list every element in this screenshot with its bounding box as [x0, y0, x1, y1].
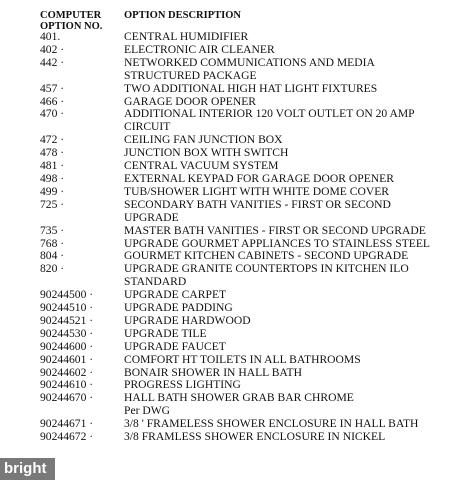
option-row	[0, 315, 450, 328]
option-row	[0, 341, 450, 354]
option-description: SECONDARY BATH VANITIES - FIRST OR SECOND UPGRADE	[124, 197, 391, 224]
option-number: 442 ·	[40, 55, 65, 69]
option-number: 768 ·	[40, 236, 65, 250]
option-number: 725 ·	[40, 197, 65, 211]
option-number: 472 ·	[40, 133, 65, 147]
option-number: 90244670 ·	[40, 391, 94, 405]
column-header-description: OPTION DESCRIPTION	[124, 10, 241, 21]
option-description: UPGRADE TILE	[124, 326, 207, 340]
option-row	[0, 328, 450, 341]
option-row	[0, 392, 450, 418]
option-description: UPGRADE GRANITE COUNTERTOPS IN KITCHEN ILO STANDARD	[124, 262, 409, 289]
option-number: 401.	[40, 30, 61, 43]
option-row	[0, 108, 450, 134]
option-row	[0, 263, 450, 289]
option-description: EXTERNAL KEYPAD FOR GARAGE DOOR OPENER	[124, 171, 394, 185]
option-number: 804 ·	[40, 249, 65, 263]
option-number: 90244672 ·	[40, 430, 94, 444]
option-number: 498 ·	[40, 171, 65, 185]
option-description: TWO ADDITIONAL HIGH HAT LIGHT FIXTURES	[124, 81, 378, 95]
option-row	[0, 186, 450, 199]
option-number: 90244521 ·	[40, 313, 94, 327]
option-description: CENTRAL HUMIDIFIER	[124, 30, 249, 43]
option-description: ADDITIONAL INTERIOR 120 VOLT OUTLET ON 20 AMP CIRCUIT	[124, 107, 415, 134]
option-description: JUNCTION BOX WITH SWITCH	[124, 146, 289, 160]
option-number: 90244610 ·	[40, 378, 94, 392]
option-number: 90244671 ·	[40, 417, 94, 431]
option-number: 90244600 ·	[40, 339, 94, 353]
option-number: 499 ·	[40, 184, 65, 198]
option-number: 90244601 ·	[40, 352, 94, 366]
option-description: UPGRADE FAUCET	[124, 339, 226, 353]
option-number: 820 ·	[40, 262, 65, 276]
option-number: 90244510 ·	[40, 301, 94, 315]
option-description: ELECTRONIC AIR CLEANER	[124, 42, 275, 56]
option-description: GOURMET KITCHEN CABINETS - SECOND UPGRADE	[124, 249, 409, 263]
option-number: 481 ·	[40, 159, 65, 173]
option-number: 466 ·	[40, 94, 65, 108]
option-row	[0, 31, 450, 44]
option-number: 478 ·	[40, 146, 65, 160]
option-description: BONAIR SHOWER IN HALL BATH	[124, 365, 302, 379]
option-description: UPGRADE HARDWOOD	[124, 313, 251, 327]
option-description: CEILING FAN JUNCTION BOX	[124, 133, 283, 147]
option-description: UPGRADE GOURMET APPLIANCES TO STAINLESS STEEL	[124, 236, 431, 250]
option-row	[0, 225, 450, 238]
option-number: 735 ·	[40, 223, 65, 237]
option-description: PROGRESS LIGHTING	[124, 378, 241, 392]
options-list	[0, 31, 450, 444]
option-description: CENTRAL VACUUM SYSTEM	[124, 159, 279, 173]
option-row	[0, 83, 450, 96]
option-row	[0, 431, 450, 444]
column-header-option-no: COMPUTER OPTION NO.	[40, 10, 103, 32]
option-description: 3/8 FRAMLESS SHOWER ENCLOSURE IN NICKEL	[124, 430, 386, 444]
option-row	[0, 354, 450, 367]
option-row	[0, 173, 450, 186]
option-description: HALL BATH SHOWER GRAB BAR CHROME Per DWG	[124, 391, 354, 418]
option-number: 457 ·	[40, 81, 65, 95]
option-row	[0, 44, 450, 57]
option-row	[0, 199, 450, 225]
option-description: 3/8 ' FRAMELESS SHOWER ENCLOSURE IN HALL BATH	[124, 417, 419, 431]
option-description: UPGRADE PADDING	[124, 301, 233, 315]
option-description: COMFORT HT TOILETS IN ALL BATHROOMS	[124, 352, 361, 366]
option-description: UPGRADE CARPET	[124, 288, 227, 302]
option-description: MASTER BATH VANITIES - FIRST OR SECOND UPGRADE	[124, 223, 426, 237]
watermark-logo: bright	[0, 458, 55, 480]
option-row	[0, 302, 450, 315]
option-number: 90244530 ·	[40, 326, 94, 340]
option-number: 90244602 ·	[40, 365, 94, 379]
option-number: 402 ·	[40, 42, 65, 56]
option-description: TUB/SHOWER LIGHT WITH WHITE DOME COVER	[124, 184, 390, 198]
option-number: 470 ·	[40, 107, 65, 121]
option-number: 90244500 ·	[40, 288, 94, 302]
option-description: NETWORKED COMMUNICATIONS AND MEDIA STRUCTURED PACKAGE	[124, 55, 375, 82]
option-description: GARAGE DOOR OPENER	[124, 94, 257, 108]
option-row	[0, 57, 450, 83]
